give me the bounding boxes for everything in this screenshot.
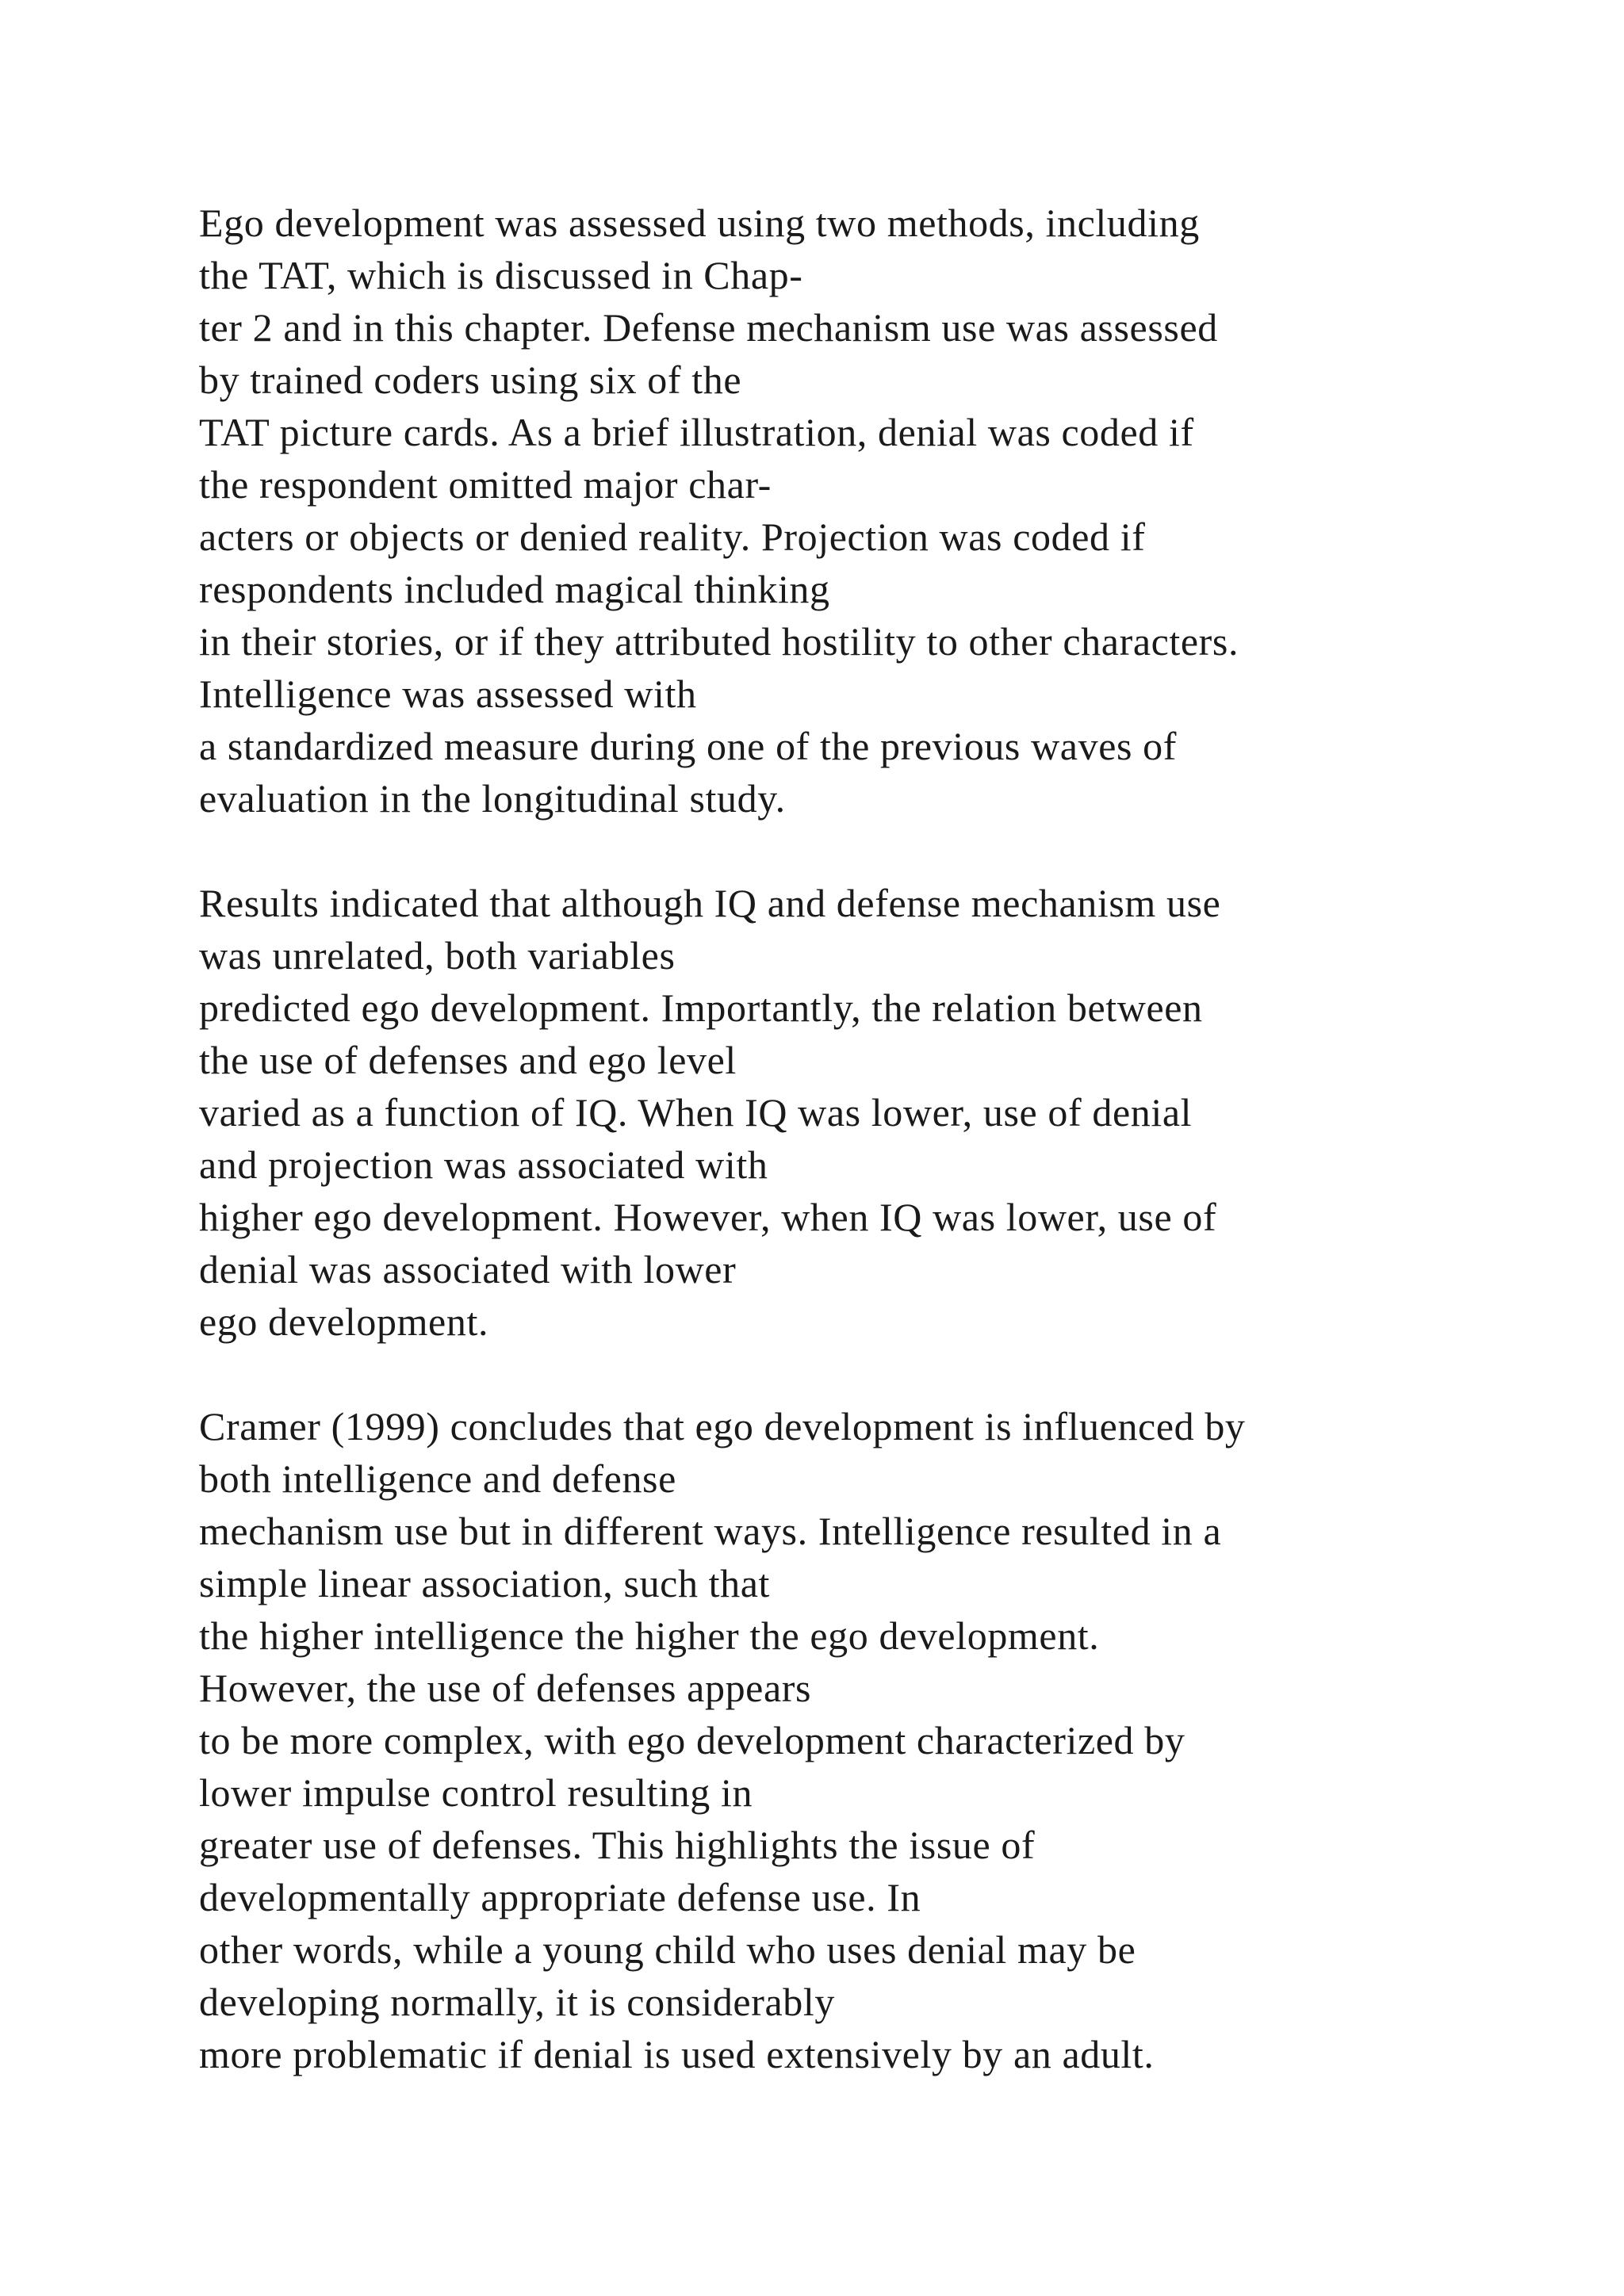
text-line: both intelligence and defense bbox=[199, 1456, 676, 1501]
paragraph-conclusion bbox=[199, 1400, 1547, 2080]
text-line: respondents included magical thinking bbox=[199, 567, 830, 611]
text-line: simple linear association, such that bbox=[199, 1561, 771, 1605]
text-line: developing normally, it is considerably bbox=[199, 1980, 835, 2024]
text-line: the respondent omitted major char- bbox=[199, 462, 772, 507]
text-line: was unrelated, both variables bbox=[199, 933, 676, 978]
text-line: denial was associated with lower bbox=[199, 1247, 737, 1292]
text-line: a standardized measure during one of the previous waves of bbox=[199, 724, 1177, 768]
text-line: Intelligence was assessed with bbox=[199, 672, 697, 716]
document-body bbox=[199, 197, 1547, 2080]
paragraph-spacer bbox=[199, 825, 1547, 877]
text-line: ego development. bbox=[199, 1299, 489, 1344]
text-line: lower impulse control resulting in bbox=[199, 1770, 753, 1815]
text-line: Ego development was assessed using two methods, including bbox=[199, 201, 1200, 245]
paragraph-ego-assessment bbox=[199, 197, 1547, 825]
text-line: the TAT, which is discussed in Chap- bbox=[199, 253, 803, 297]
text-line: Cramer (1999) concludes that ego development is influenced by bbox=[199, 1404, 1246, 1448]
text-line: ter 2 and in this chapter. Defense mechanism use was assessed bbox=[199, 305, 1218, 350]
text-line: However, the use of defenses appears bbox=[199, 1666, 812, 1710]
text-line: higher ego development. However, when IQ was lower, use of bbox=[199, 1195, 1217, 1239]
text-line: greater use of defenses. This highlights the issue of bbox=[199, 1823, 1036, 1867]
text-line: the higher intelligence the higher the ego development. bbox=[199, 1613, 1100, 1658]
text-line: TAT picture cards. As a brief illustration, denial was coded if bbox=[199, 410, 1194, 454]
paragraph-results bbox=[199, 877, 1547, 1348]
text-line: to be more complex, with ego development characterized by bbox=[199, 1718, 1185, 1762]
text-line: in their stories, or if they attributed hostility to other characters. bbox=[199, 619, 1239, 664]
text-line: and projection was associated with bbox=[199, 1142, 768, 1187]
text-line: varied as a function of IQ. When IQ was lower, use of denial bbox=[199, 1090, 1193, 1135]
text-line: developmentally appropriate defense use. In bbox=[199, 1875, 921, 1919]
paragraph-spacer bbox=[199, 1348, 1547, 1400]
text-line: more problematic if denial is used extensively by an adult. bbox=[199, 2032, 1155, 2076]
text-line: mechanism use but in different ways. Intelligence resulted in a bbox=[199, 1509, 1222, 1553]
text-line: other words, while a young child who uses denial may be bbox=[199, 1927, 1136, 1972]
text-line: evaluation in the longitudinal study. bbox=[199, 776, 786, 821]
text-line: the use of defenses and ego level bbox=[199, 1038, 737, 1082]
text-line: predicted ego development. Importantly, the relation between bbox=[199, 985, 1203, 1030]
text-line: acters or objects or denied reality. Projection was coded if bbox=[199, 515, 1146, 559]
text-line: by trained coders using six of the bbox=[199, 358, 742, 402]
text-line: Results indicated that although IQ and defense mechanism use bbox=[199, 881, 1221, 925]
